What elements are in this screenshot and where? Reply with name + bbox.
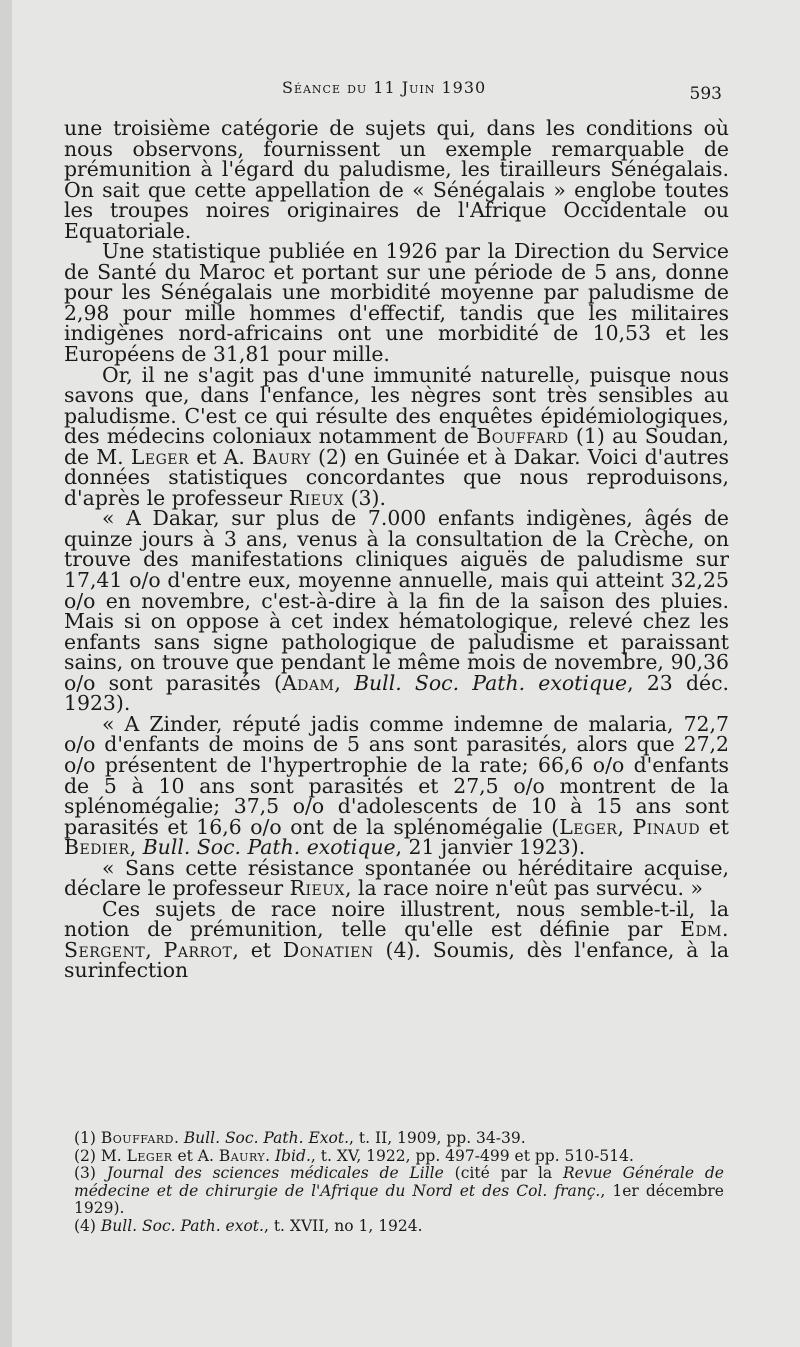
text-run: , 21 janvier 1923).	[395, 835, 586, 860]
text-run: , et	[232, 937, 283, 962]
journal-title: Bull. Soc. Path. Exot.	[183, 1129, 350, 1147]
paragraph-4	[64, 506, 730, 716]
document-page	[12, 0, 800, 1347]
text-run: , t. II, 1909, pp. 34-39.	[349, 1129, 526, 1147]
author-name: Baury	[218, 1146, 266, 1165]
text-run: ,	[617, 814, 633, 839]
text-run: et A.	[189, 444, 253, 469]
text-run: (2) en Guinée et à Dakar. Voici d'autres données statistiques concordantes que nous reproduisons, d'après le professeur	[64, 444, 729, 510]
footnote-4	[74, 1218, 724, 1236]
paragraph-1: une troisième catégorie de sujets qui, dans les conditions où nous observons, fournissent un exemple remarquable de prémunition à l'égard du paludisme, les tirailleurs Sénégalais. On sait que cette appellation de « Sénégalais » englobe toutes les troupes noires originaires de l'Afrique Occidentale ou Equatoriale.	[64, 116, 729, 243]
journal-title: Ibid.	[275, 1146, 311, 1165]
footnote-3	[74, 1165, 724, 1218]
text-run: Or, il ne s'agit pas d'une immunité naturelle, puisque nous savons que, dans l'enfance, les nègres sont très sensibles au paludisme. C'est ce qui résulte des enquêtes épidémiologiques, des médecins coloniaux notamment de	[64, 362, 729, 449]
footnote-mark: (1)	[74, 1129, 101, 1147]
text-run: , 23 déc. 1923).	[64, 670, 730, 716]
author-name: Rieux	[289, 876, 346, 901]
paragraph-6	[64, 855, 729, 901]
author-name: Rieux	[288, 485, 345, 510]
author-name: Bouffard	[476, 424, 569, 449]
text-run: .	[265, 1146, 276, 1165]
journal-title: Revue Générale de médecine et de chirurgie de l'Afrique du Nord et des Col. franç.	[74, 1164, 724, 1200]
body-text	[64, 118, 729, 981]
author-name: Edm. Sergent	[64, 917, 729, 962]
author-name: Leger	[559, 814, 618, 839]
author-name: Bouffard	[100, 1129, 174, 1147]
journal-title: Journal des sciences médicales de Lille	[106, 1164, 444, 1182]
page-gutter	[0, 0, 12, 1347]
text-run: « Sans cette résistance spontanée ou héréditaire acquise, déclare le professeur	[64, 855, 729, 901]
author-name: Baury	[252, 444, 311, 469]
paragraph-5	[64, 711, 730, 860]
text-run: , la race noire n'eût pas survécu. »	[345, 876, 703, 901]
text-run: .	[173, 1129, 184, 1147]
text-run: « A Dakar, sur plus de 7.000 enfants indigènes, âgés de quinze jours à 3 ans, venus à la consultation de la Crèche, on trouve des manifestations cliniques aiguës de paludisme sur 17,41 o/o d'entre eux, moyenne annuelle, mais qui atteint 32,25 o/o en novembre, c'est-à-dire à la fin de la saison des pluies. Mais si on oppose à cet index hématologique, relevé chez les enfants sans signe pathologique de paludisme et paraissant sains, on trouve que pendant le même mois de novembre, 90,36 o/o sont parasités (	[64, 506, 729, 695]
text-run: , 1er décembre 1929).	[74, 1181, 724, 1217]
footnote-mark: (2) M.	[74, 1146, 127, 1165]
text-run: , t. XVII, no 1, 1924.	[263, 1216, 423, 1235]
text-run: (1) au Soudan, de M.	[64, 424, 729, 469]
author-name: Parrot	[163, 937, 233, 962]
text-run: « A Zinder, réputé jadis comme indemne de malaria, 72,7 o/o d'enfants de moins de 5 ans sont parasités, alors que 27,2 o/o présentent de l'hypertrophie de la rate; 66,6 o/o d'enfants de 5 à 10 ans sont parasités et 27,5 o/o montrent de la splénomégalie; 37,5 o/o d'adolescents de 10 à 15 ans sont parasités et 16,6 o/o ont de la splénomégalie (	[64, 711, 729, 839]
author-name: Adam	[281, 670, 335, 695]
text-run: (4). Soumis, dès l'enfance, à la surinfection	[64, 937, 729, 983]
footnote-1	[74, 1130, 724, 1148]
page-number: 593	[689, 84, 722, 104]
text-run: ,	[145, 937, 164, 962]
author-name: Leger	[126, 1146, 173, 1165]
footnotes	[74, 1130, 724, 1235]
author-name: Donatien	[282, 937, 374, 962]
text-run: ,	[129, 835, 143, 860]
author-name: Pinaud	[632, 814, 701, 839]
journal-title: Bull. Soc. Path. exotique	[354, 670, 628, 695]
journal-title: Bull. Soc. Path. exotique	[142, 835, 396, 860]
paragraph-2: Une statistique publiée en 1926 par la Direction du Service de Santé du Maroc et portant sur une période de 5 ans, donne pour les Sénégalais une morbidité moyenne par paludisme de 2,98 pour mille hommes d'effectif, tandis que les militaires indigènes nord-africains ont une morbidité de 10,53 et les Européens de 31,81 pour mille.	[64, 239, 729, 367]
author-name: Leger	[130, 444, 190, 469]
text-run: et A.	[172, 1146, 219, 1165]
text-run: (cité par la	[443, 1164, 563, 1182]
page-header	[12, 78, 800, 104]
text-run: ,	[334, 670, 355, 695]
footnote-mark: (4)	[74, 1216, 101, 1235]
running-title: Séance du 11 Juin 1930	[282, 78, 487, 97]
text-run: , t. XV, 1922, pp. 497-499 et pp. 510-514.	[310, 1146, 634, 1165]
text-run: (3).	[344, 485, 386, 510]
paragraph-3	[64, 362, 729, 510]
paragraph-7	[64, 896, 729, 983]
footnote-2	[74, 1148, 724, 1166]
footnote-mark: (3)	[74, 1164, 107, 1182]
author-name: Bedier	[64, 835, 130, 860]
journal-title: Bull. Soc. Path. exot.	[100, 1216, 264, 1235]
text-run: Ces sujets de race noire illustrent, nous semble-t-il, la notion de prémunition, telle qu'elle est définie par	[64, 896, 729, 942]
text-run: et	[700, 814, 730, 839]
